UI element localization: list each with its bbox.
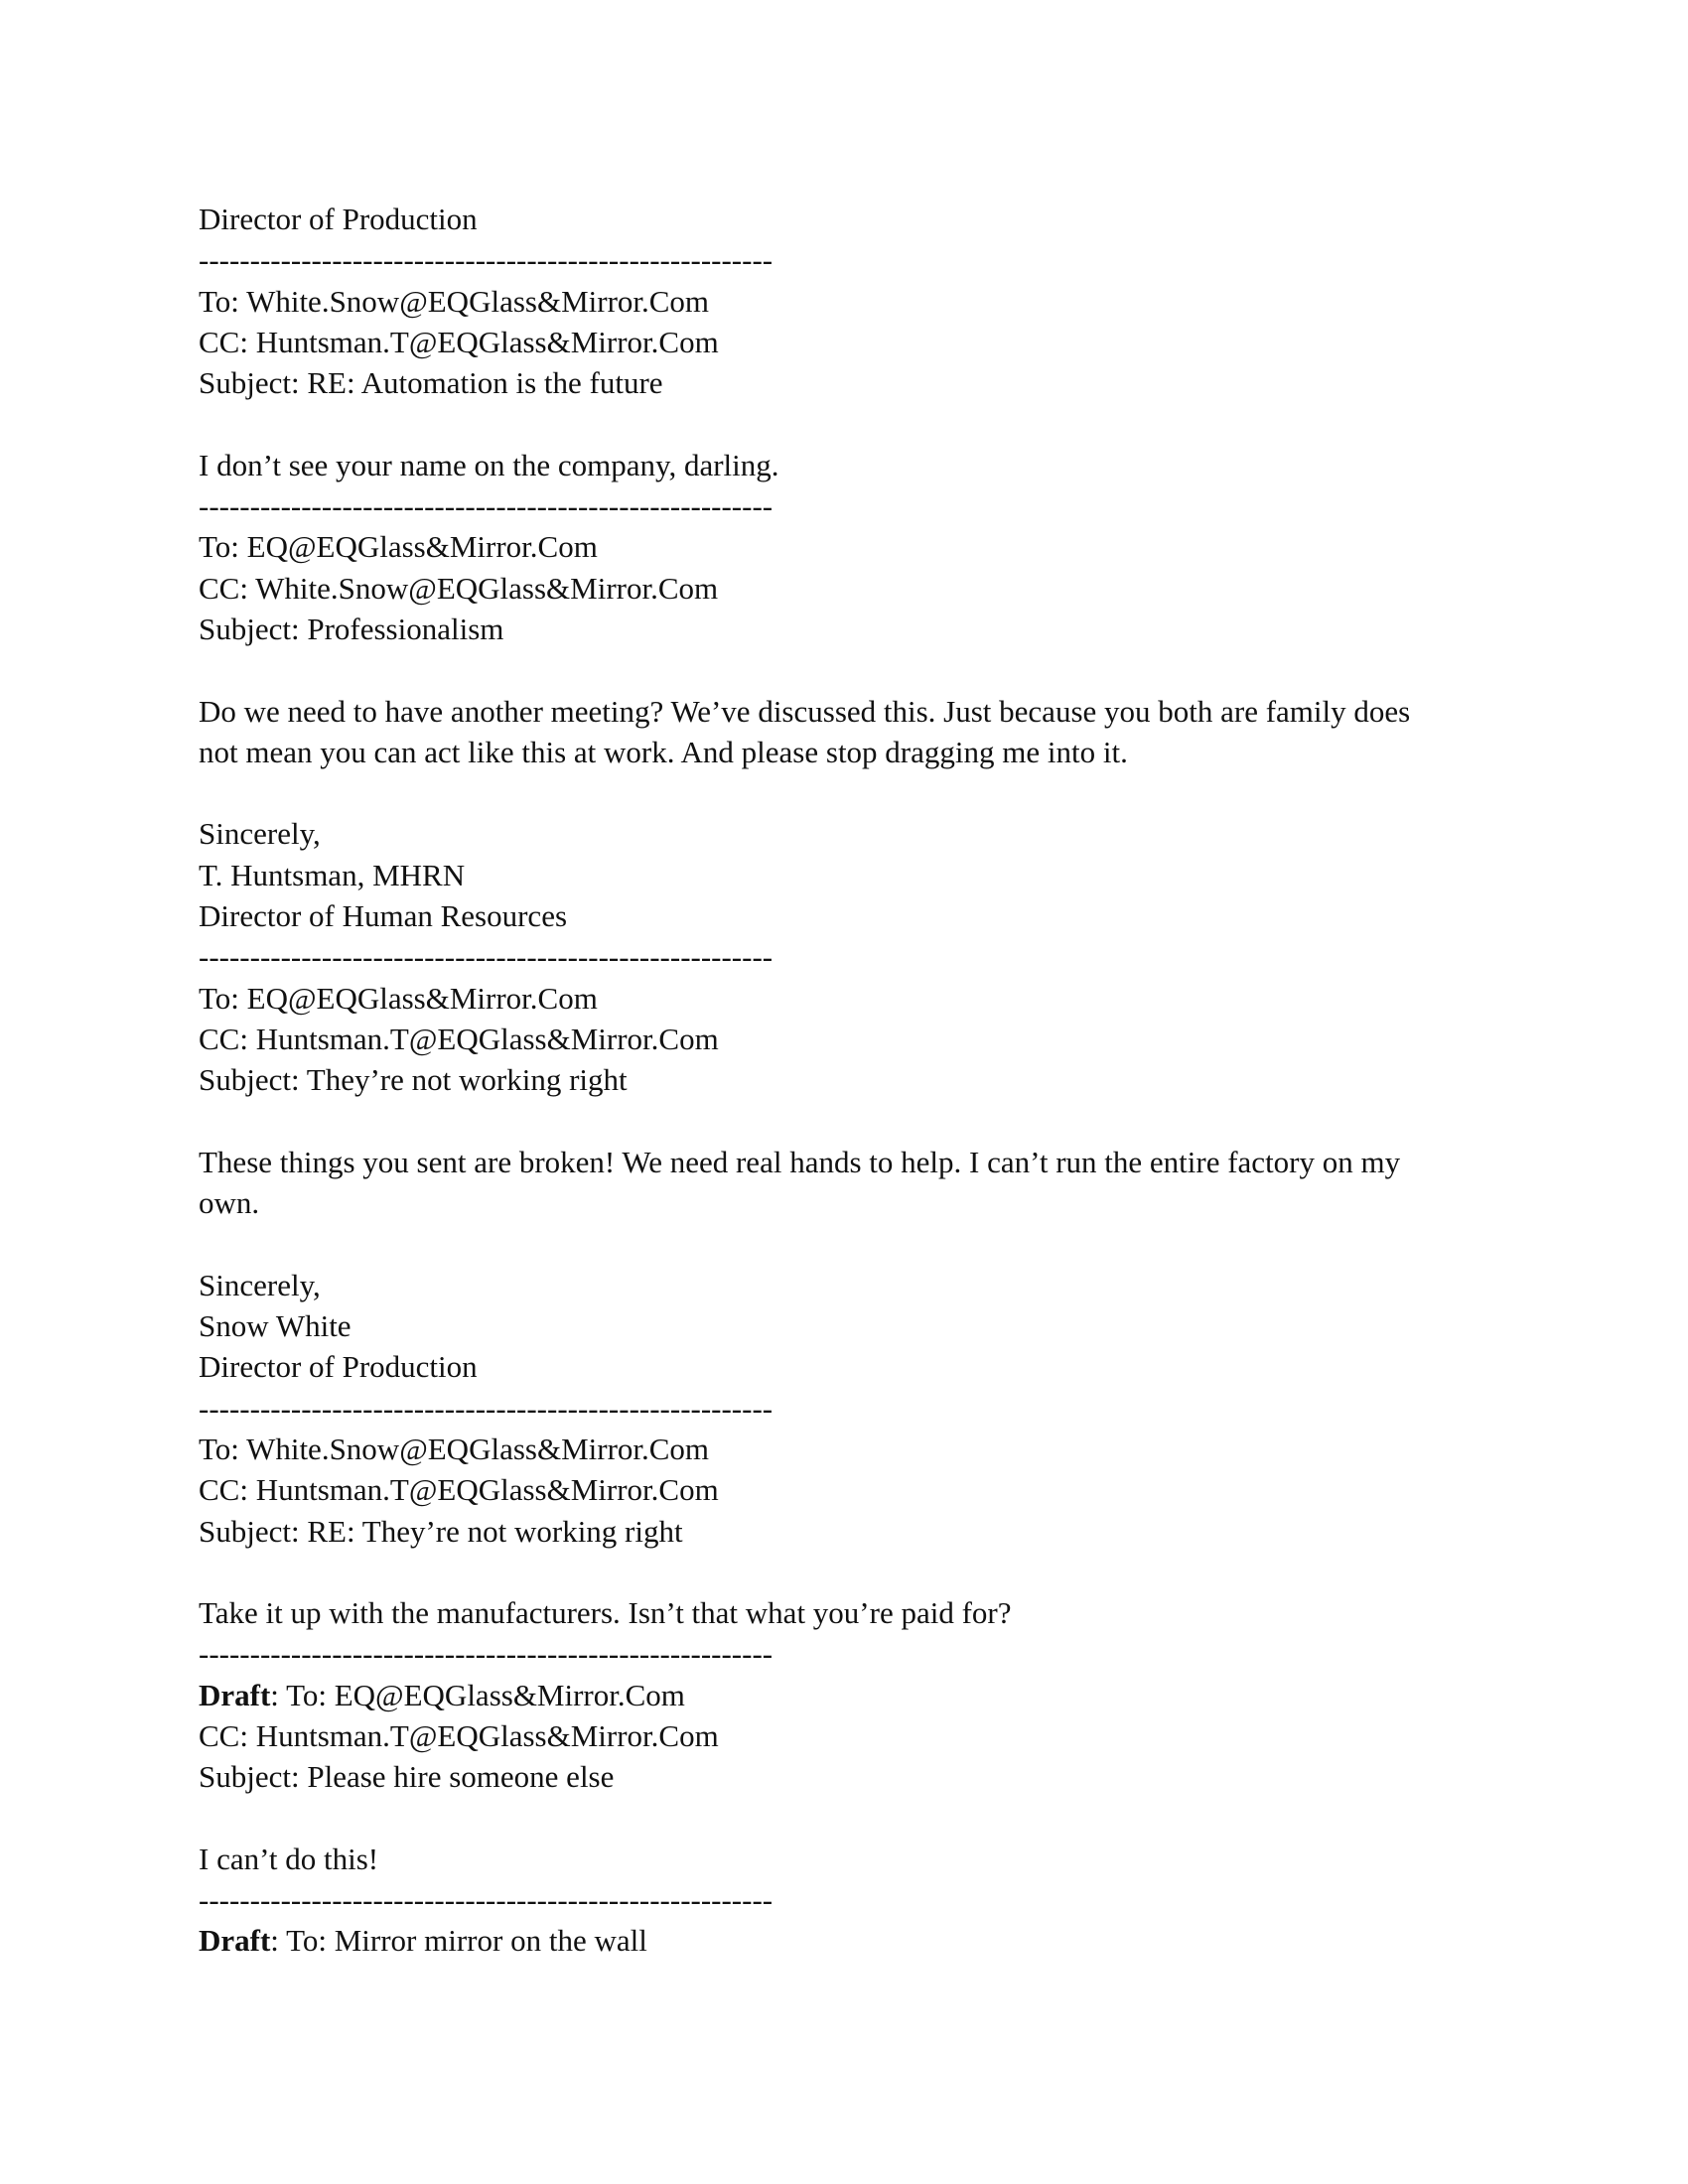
signature-title: Director of Production bbox=[199, 202, 478, 236]
draft-label: Draft bbox=[199, 1923, 271, 1959]
email-cc: CC: Huntsman.T@EQGlass&Mirror.Com bbox=[199, 1472, 719, 1508]
email-closing: Sincerely, bbox=[199, 1267, 321, 1302]
email-cc: CC: Huntsman.T@EQGlass&Mirror.Com bbox=[199, 1021, 719, 1056]
separator-line: -------------------------------------------------------- bbox=[199, 939, 774, 975]
email-cc: CC: Huntsman.T@EQGlass&Mirror.Com bbox=[199, 324, 719, 359]
email-body: These things you sent are broken! We need real hands to help. I can’t run the entire factory on my own. bbox=[199, 1144, 1401, 1221]
separator-line: -------------------------------------------------------- bbox=[199, 1636, 774, 1672]
email-subject: Subject: RE: Automation is the future bbox=[199, 365, 663, 401]
email-to: : To: EQ@EQGlass&Mirror.Com bbox=[270, 1677, 685, 1712]
email-to: To: EQ@EQGlass&Mirror.Com bbox=[199, 529, 598, 565]
email-closing: Sincerely, bbox=[199, 816, 321, 852]
email-to: To: White.Snow@EQGlass&Mirror.Com bbox=[199, 283, 710, 319]
signature-title: Director of Production bbox=[199, 1349, 478, 1385]
separator-line: -------------------------------------------------------- bbox=[199, 1390, 774, 1426]
email-body: I can’t do this! bbox=[199, 1841, 379, 1876]
email-cc: CC: Huntsman.T@EQGlass&Mirror.Com bbox=[199, 1717, 719, 1753]
separator-line: -------------------------------------------------------- bbox=[199, 1882, 774, 1918]
draft-label: Draft bbox=[199, 1677, 271, 1712]
email-to: To: EQ@EQGlass&Mirror.Com bbox=[199, 980, 598, 1016]
email-to: : To: Mirror mirror on the wall bbox=[270, 1923, 647, 1959]
email-body: Do we need to have another meeting? We’ve discussed this. Just because you both are family does not mean you can act like this at work. And please stop dragging me into it. bbox=[199, 693, 1411, 769]
email-subject: Subject: They’re not working right bbox=[199, 1062, 628, 1098]
draft-to-line bbox=[199, 1675, 1489, 1715]
separator-line: -------------------------------------------------------- bbox=[199, 488, 774, 524]
email-subject: Subject: Professionalism bbox=[199, 611, 504, 646]
email-subject: Subject: Please hire someone else bbox=[199, 1759, 615, 1795]
separator-line: -------------------------------------------------------- bbox=[199, 242, 774, 278]
draft-to-line bbox=[199, 1920, 1489, 1961]
document-page bbox=[199, 199, 1489, 1962]
email-cc: CC: White.Snow@EQGlass&Mirror.Com bbox=[199, 570, 719, 606]
email-body: Take it up with the manufacturers. Isn’t that what you’re paid for? bbox=[199, 1595, 1012, 1631]
signature-title: Director of Human Resources bbox=[199, 898, 568, 934]
signature-name: T. Huntsman, MHRN bbox=[199, 857, 466, 892]
email-to: To: White.Snow@EQGlass&Mirror.Com bbox=[199, 1431, 710, 1466]
email-subject: Subject: RE: They’re not working right bbox=[199, 1513, 683, 1549]
signature-name: Snow White bbox=[199, 1308, 352, 1344]
email-body: I don’t see your name on the company, darling. bbox=[199, 447, 779, 482]
